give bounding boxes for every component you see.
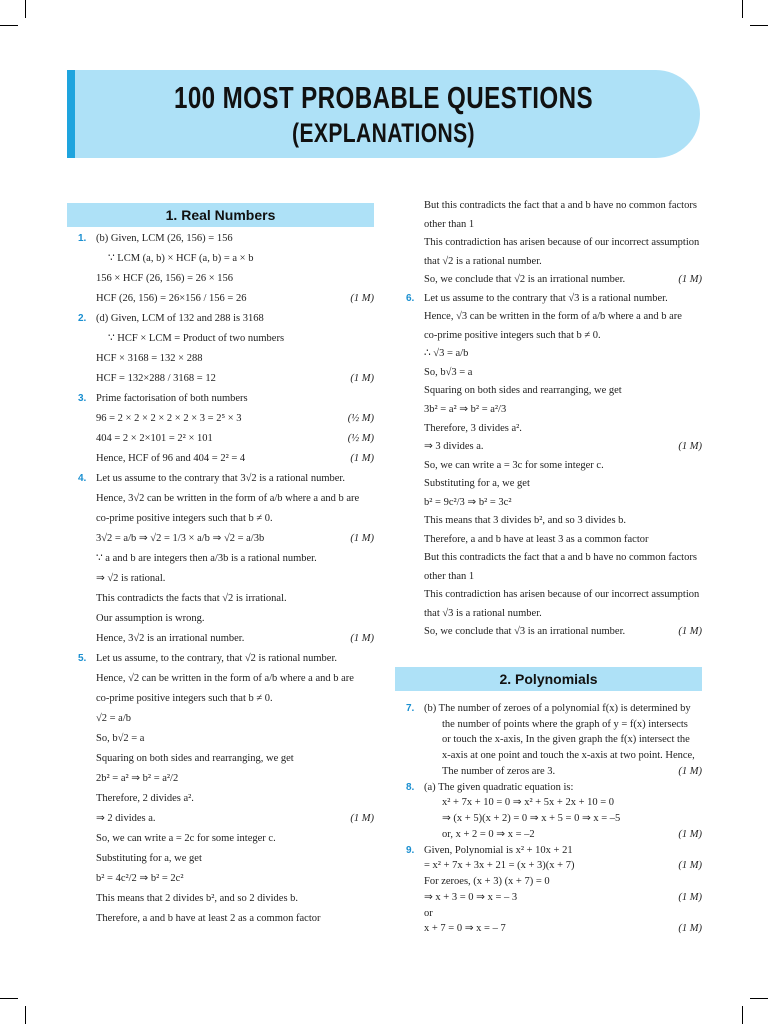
text-line: other than 1 [424,571,475,582]
text-line: So, we conclude that √2 is an irrational number. [424,274,626,285]
text-line: This contradiction has arisen because of our incorrect assumption [424,237,700,248]
page-header [67,70,700,158]
text-line: Let us assume to the contrary that √3 is a rational number. [424,293,668,304]
crop-mark [0,25,18,26]
text-line: the number of points where the graph of y = f(x) intersects [442,719,688,730]
crop-mark [0,998,18,999]
left-column [78,232,378,932]
question-number: 1. [78,233,87,244]
text-line: So, we conclude that √3 is an irrational number. [424,626,626,637]
text-line: x-axis at one point and touch the x-axis at two point. Hence, [442,750,695,761]
text-line: Hence, 3√2 is an irrational number. [96,633,245,644]
marks-label: (1 M) [350,633,374,644]
text-line: HCF = 132×288 / 3168 = 12 [96,373,216,384]
question-number: 3. [78,393,87,404]
text-line: ∴ √3 = a/b [424,348,469,359]
text-line: Therefore, 2 divides a². [96,793,194,804]
right-column-polynomials [406,702,706,938]
text-line: (d) Given, LCM of 132 and 288 is 3168 [96,313,264,324]
marks-label: (1 M) [678,626,702,637]
text-line: ∵ HCF × LCM = Product of two numbers [108,333,285,344]
text-line: ∵ a and b are integers then a/3b is a rational number. [96,553,317,564]
text-line: Hence, 3√2 can be written in the form of a/b where a and b are [96,493,360,504]
text-line: ⇒ 2 divides a. [96,813,156,824]
text-line: = x² + 7x + 3x + 21 = (x + 3)(x + 7) [424,860,575,871]
text-line: Our assumption is wrong. [96,613,205,624]
text-line: But this contradicts the fact that a and b have no common factors [424,200,697,211]
marks-label: (1 M) [350,813,374,824]
text-line: HCF (26, 156) = 26×156 / 156 = 26 [96,293,247,304]
question-number: 4. [78,473,87,484]
text-line: Squaring on both sides and rearranging, we get [424,385,622,396]
crop-mark [750,998,768,999]
text-line: Given, Polynomial is x² + 10x + 21 [424,845,573,856]
text-line: The number of zeros are 3. [442,766,556,777]
text-line: 2b² = a² ⇒ b² = a²/2 [96,773,179,784]
text-line: This means that 2 divides b², and so 2 divides b. [96,893,299,904]
marks-label: (1 M) [678,274,702,285]
section-heading-real-numbers: 1. Real Numbers [67,203,374,227]
header-accent-bar [67,70,75,158]
crop-mark [25,1006,26,1024]
text-line: ⇒ (x + 5)(x + 2) = 0 ⇒ x + 5 = 0 ⇒ x = –5 [442,813,621,824]
text-line: √2 = a/b [96,713,132,724]
marks-label: (1 M) [350,453,374,464]
marks-label: (1 M) [678,441,702,452]
text-line: or touch the x-axis, In the given graph the f(x) intersect the [442,734,690,745]
text-line: Hence, √3 can be written in the form of a/b where a and b are [424,311,682,322]
marks-label: (1 M) [350,293,374,304]
question-number: 8. [406,782,415,793]
text-line: HCF × 3168 = 132 × 288 [96,353,203,364]
text-line: Hence, HCF of 96 and 404 = 2² = 4 [96,453,246,464]
text-line: ⇒ 3 divides a. [424,441,484,452]
text-line: So, we can write a = 3c for some integer c. [424,460,604,471]
text-line: Therefore, 3 divides a². [424,423,522,434]
text-line: So, b√2 = a [96,733,145,744]
text-line: Therefore, a and b have at least 2 as a common factor [96,913,321,924]
text-line: b² = 4c²/2 ⇒ b² = 2c² [96,873,184,884]
text-line: 156 × HCF (26, 156) = 26 × 156 [96,273,234,284]
question-number: 6. [406,293,415,304]
crop-mark [742,1006,743,1024]
text-line: (b) Given, LCM (26, 156) = 156 [96,233,233,244]
text-line: 96 = 2 × 2 × 2 × 2 × 2 × 3 = 2⁵ × 3 [96,413,242,424]
text-line: Let us assume to the contrary that 3√2 is a rational number. [96,473,345,484]
question-number: 2. [78,313,87,324]
text-line: So, we can write a = 2c for some integer c. [96,833,276,844]
text-line: Substituting for a, we get [424,478,530,489]
text-line: Prime factorisation of both numbers [96,393,248,404]
marks-label: (1 M) [350,373,374,384]
text-line: So, b√3 = a [424,367,473,378]
text-line: This contradiction has arisen because of our incorrect assumption [424,589,700,600]
marks-label: (1 M) [678,829,702,840]
text-line: ∵ LCM (a, b) × HCF (a, b) = a × b [108,253,254,264]
text-line: This contradicts the facts that √2 is irrational. [96,593,287,604]
text-line: 3√2 = a/b ⇒ √2 = 1/3 × a/b ⇒ √2 = a/3b [96,533,265,544]
question-number: 7. [406,703,415,714]
text-line: or, x + 2 = 0 ⇒ x = –2 [442,829,535,840]
marks-label: (1 M) [350,533,374,544]
marks-label: (1 M) [678,766,702,777]
marks-label: (1 M) [678,923,702,934]
text-line: 404 = 2 × 2×101 = 2² × 101 [96,433,213,444]
text-line: that √2 is a rational number. [424,256,542,267]
text-line: This means that 3 divides b², and so 3 divides b. [424,515,627,526]
text-line: (a) The given quadratic equation is: [424,782,574,793]
text-line: ⇒ x + 3 = 0 ⇒ x = – 3 [424,892,518,903]
text-line: co-prime positive integers such that b ≠ 0. [96,693,273,704]
marks-label: (1 M) [678,860,702,871]
text-line: or [424,908,433,919]
crop-mark [25,0,26,18]
text-line: Substituting for a, we get [96,853,202,864]
page-title: 100 MOST PROBABLE QUESTIONS [174,80,593,115]
text-line: For zeroes, (x + 3) (x + 7) = 0 [424,876,550,887]
marks-label: (½ M) [347,433,374,444]
marks-label: (½ M) [347,413,374,424]
text-line: other than 1 [424,219,475,230]
page-subtitle: (EXPLANATIONS) [292,118,475,148]
question-number: 5. [78,653,87,664]
right-column [406,199,706,644]
text-line: 3b² = a² ⇒ b² = a²/3 [424,404,507,415]
text-line: Therefore, a and b have at least 3 as a common factor [424,534,649,545]
text-line: (b) The number of zeroes of a polynomial f(x) is determined by [424,703,691,714]
text-line: that √3 is a rational number. [424,608,542,619]
text-line: Squaring on both sides and rearranging, we get [96,753,294,764]
text-line: Hence, √2 can be written in the form of a/b where a and b are [96,673,354,684]
text-line: ⇒ √2 is rational. [96,573,166,584]
text-line: x + 7 = 0 ⇒ x = – 7 [424,923,506,934]
text-line: x² + 7x + 10 = 0 ⇒ x² + 5x + 2x + 10 = 0 [442,797,615,808]
crop-mark [750,25,768,26]
text-line: co-prime positive integers such that b ≠ 0. [424,330,601,341]
question-number: 9. [406,845,415,856]
text-line: Let us assume, to the contrary, that √2 is rational number. [96,653,337,664]
text-line: b² = 9c²/3 ⇒ b² = 3c² [424,497,512,508]
marks-label: (1 M) [678,892,702,903]
text-line: co-prime positive integers such that b ≠ 0. [96,513,273,524]
section-heading-polynomials: 2. Polynomials [395,667,702,691]
text-line: But this contradicts the fact that a and b have no common factors [424,552,697,563]
crop-mark [742,0,743,18]
